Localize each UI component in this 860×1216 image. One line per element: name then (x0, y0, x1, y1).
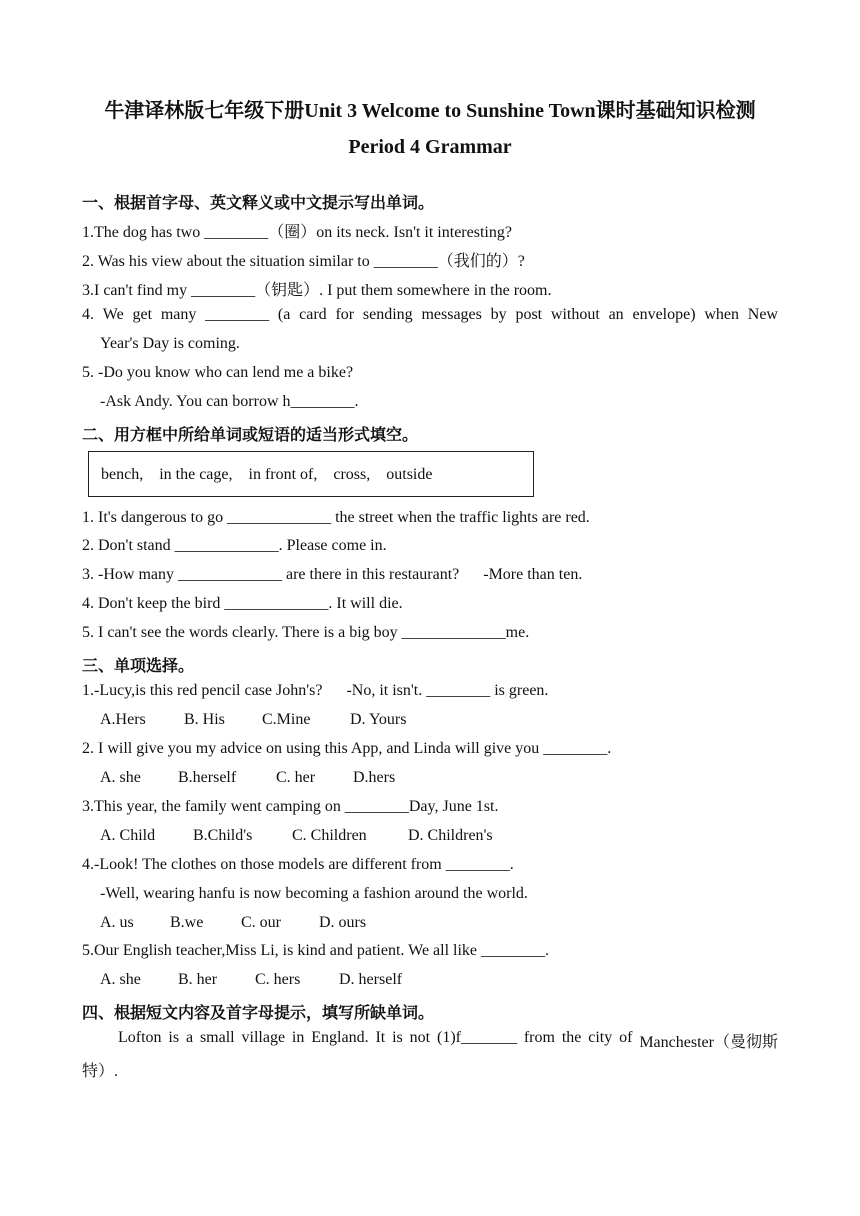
section4-heading: 四、根据短文内容及首字母提示，填写所缺单词。 (82, 1005, 435, 1022)
section1-question-2: 2. Was his view about the situation similar to ________（我们的）? (82, 253, 525, 270)
section3-question-4-options: A. us B.we C. our D. ours (100, 914, 367, 931)
section3-question-1-options: A.Hers B. His C.Mine D. Yours (100, 711, 407, 728)
section2-question-3: 3. -How many _____________ are there in this restaurant? -More than ten. (82, 566, 583, 583)
section3-question-5-options: A. she B. her C. hers D. herself (100, 971, 403, 988)
section3-question-3: 3.This year, the family went camping on ________Day, June 1st. (82, 798, 499, 815)
word-bank-text: bench, in the cage, in front of, cross, outside (101, 466, 433, 483)
section2-heading: 二、用方框中所给单词或短语的适当形式填空。 (82, 427, 419, 444)
section1-question-1: 1.The dog has two ________（圈）on its neck. Isn't it interesting? (82, 224, 512, 241)
section3-question-4-line1: 4.-Look! The clothes on those models are different from ________. (82, 856, 514, 873)
section3-question-5: 5.Our English teacher,Miss Li, is kind and patient. We all like ________. (82, 942, 550, 959)
section3-heading: 三、单项选择。 (82, 658, 195, 675)
section4-paragraph-line2: 特）. (82, 1063, 119, 1080)
worksheet-title: 牛津译林版七年级下册Unit 3 Welcome to Sunshine Town课时基础知识检测 (104, 100, 756, 122)
section1-question-5-line2: -Ask Andy. You can borrow h________. (100, 393, 359, 410)
section3-question-3-options: A. Child B.Child's C. Children D. Children's (100, 827, 493, 844)
section1-question-4-line2: Year's Day is coming. (100, 335, 240, 352)
word-bank-box (88, 451, 534, 497)
section2-question-2: 2. Don't stand _____________. Please come in. (82, 537, 387, 554)
section3-question-1: 1.-Lucy,is this red pencil case John's? -No, it isn't. ________ is green. (82, 682, 549, 699)
section2-question-4: 4. Don't keep the bird _____________. It will die. (82, 595, 403, 612)
section2-question-5: 5. I can't see the words clearly. There is a big boy _____________me. (82, 624, 530, 641)
section1-question-3: 3.I can't find my ________（钥匙）. I put them somewhere in the room. (82, 282, 552, 299)
section3-question-2: 2. I will give you my advice on using this App, and Linda will give you ________. (82, 740, 612, 757)
section1-question-5-line1: 5. -Do you know who can lend me a bike? (82, 364, 354, 381)
section2-question-1: 1. It's dangerous to go _____________ the street when the traffic lights are red. (82, 509, 590, 526)
section1-heading: 一、根据首字母、英文释义或中文提示写出单词。 (82, 195, 435, 212)
section4-paragraph-line1: Lofton is a small village in England. It is not (1)f_______ from the city of Manchester（曼彻斯 (118, 1029, 778, 1051)
section3-question-4-line2: -Well, wearing hanfu is now becoming a fashion around the world. (100, 885, 528, 902)
section1-question-4-line1: 4. We get many ________ (a card for sending messages by post without an envelope) when New (82, 306, 778, 323)
section3-question-2-options: A. she B.herself C. her D.hers (100, 769, 396, 786)
worksheet-subtitle: Period 4 Grammar (348, 136, 512, 158)
